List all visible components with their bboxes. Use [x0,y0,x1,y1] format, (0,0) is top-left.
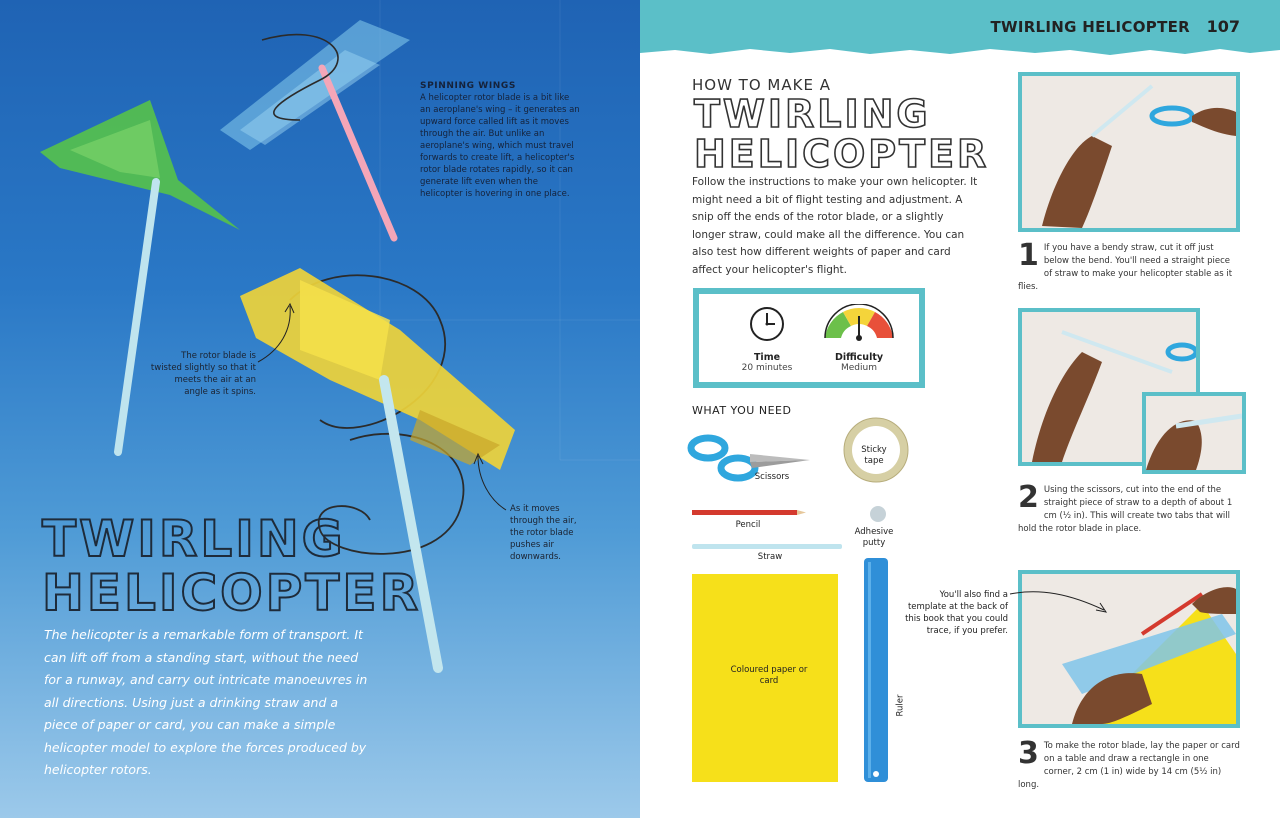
time-value: 20 minutes [741,363,793,373]
spinning-wings-text: A helicopter rotor blade is a bit like an aeroplane's wing – it generates an upward force called lift as it moves through the air. But unlike an aeroplane's wing, which must travel forwards to create lift, a helicopter's rotor blade rotates rapidly, so it can generate lift even when the helicopter is hovering in one place. [420,93,580,199]
step-2-number: 2 [1018,480,1039,515]
how-to-title-line2: HELICOPTER [694,132,990,176]
main-title [42,510,422,622]
spinning-wings-heading: SPINNING WINGS [420,81,516,91]
how-to-title-line1: TWIRLING [694,92,931,136]
main-title-line1: TWIRLING [42,510,346,568]
how-to-title [694,94,989,174]
step-2-inset-illustration [1146,396,1242,470]
time-info [717,294,817,373]
difficulty-gauge-icon [819,304,899,344]
template-arrow [1000,588,1120,618]
torn-edge [640,44,1280,58]
clock-icon [747,304,787,344]
step-1-photo [1018,72,1240,232]
air-downwards-caption: As it moves through the air, the rotor blade pushes air downwards. [510,504,577,562]
difficulty-value: Medium [841,363,877,373]
ruler-icon [864,558,888,782]
template-caption: You'll also find a template at the back of this book that you could trace, if you prefer. [905,590,1008,636]
step-3-number: 3 [1018,736,1039,771]
step-1-illustration [1022,76,1236,228]
step-2 [1018,480,1240,536]
step-3-text: To make the rotor blade, lay the paper or card on a table and draw a rectangle in one corner, 2 cm (1 in) wide by 14 cm (5½ in) long. [1018,741,1240,790]
info-box [693,288,925,388]
pencil-icon [692,510,806,515]
straw-icon [692,544,842,549]
time-label: Time [753,352,781,363]
step-2-inset-photo [1142,392,1246,474]
step-3 [1018,736,1240,792]
what-you-need-heading: WHAT YOU NEED [692,404,792,417]
difficulty-info [809,294,909,373]
intro-paragraph: The helicopter is a remarkable form of transport. It can lift off from a standing start, without the need for a runway, and carry out intricate manoeuvres in all directions. Using just a drinking straw and a piece of paper or card, you can make a simple helicopter model to explore the forces produced by helicopter rotors. [44,627,368,777]
step-1 [1018,238,1240,294]
difficulty-label: Difficulty [834,352,884,363]
scissors-label: Scissors [754,472,790,482]
step-1-text: If you have a bendy straw, cut it off just below the bend. You'll need a straight piece of straw to make your helicopter stable as it flies. [1018,243,1233,292]
right-page [640,0,1280,818]
step-1-number: 1 [1018,238,1039,273]
putty-label: Adhesive putty [854,527,894,548]
paper-label: Coloured paper or card [730,665,808,686]
tape-label: Sticky tape [861,445,887,466]
how-to-paragraph: Follow the instructions to make your own helicopter. It might need a bit of flight testing and adjustment. A snip off the ends of the rotor blade, or a slightly longer straw, could make all the difference. You can also test how different weights of paper and card affect your helicopter's flight. [692,176,978,276]
straw-label: Straw [757,552,783,562]
pencil-label: Pencil [735,520,761,530]
step-2-text: Using the scissors, cut into the end of the straight piece of straw to a depth of about 1 cm (½ in). This will create two tabs that will hold the rotor blade in place. [1018,485,1233,534]
page-number: 107 [1206,17,1240,36]
rotor-blade-caption: The rotor blade is twisted slightly so that it meets the air at an angle as it spins. [150,351,256,397]
running-header-title: TWIRLING HELICOPTER [990,18,1190,36]
how-to-heading: HOW TO MAKE A [692,76,831,94]
ruler-label: Ruler [895,694,906,717]
spinning-wings-caption [420,80,580,200]
putty-icon [870,506,886,522]
main-title-line2: HELICOPTER [42,564,422,622]
